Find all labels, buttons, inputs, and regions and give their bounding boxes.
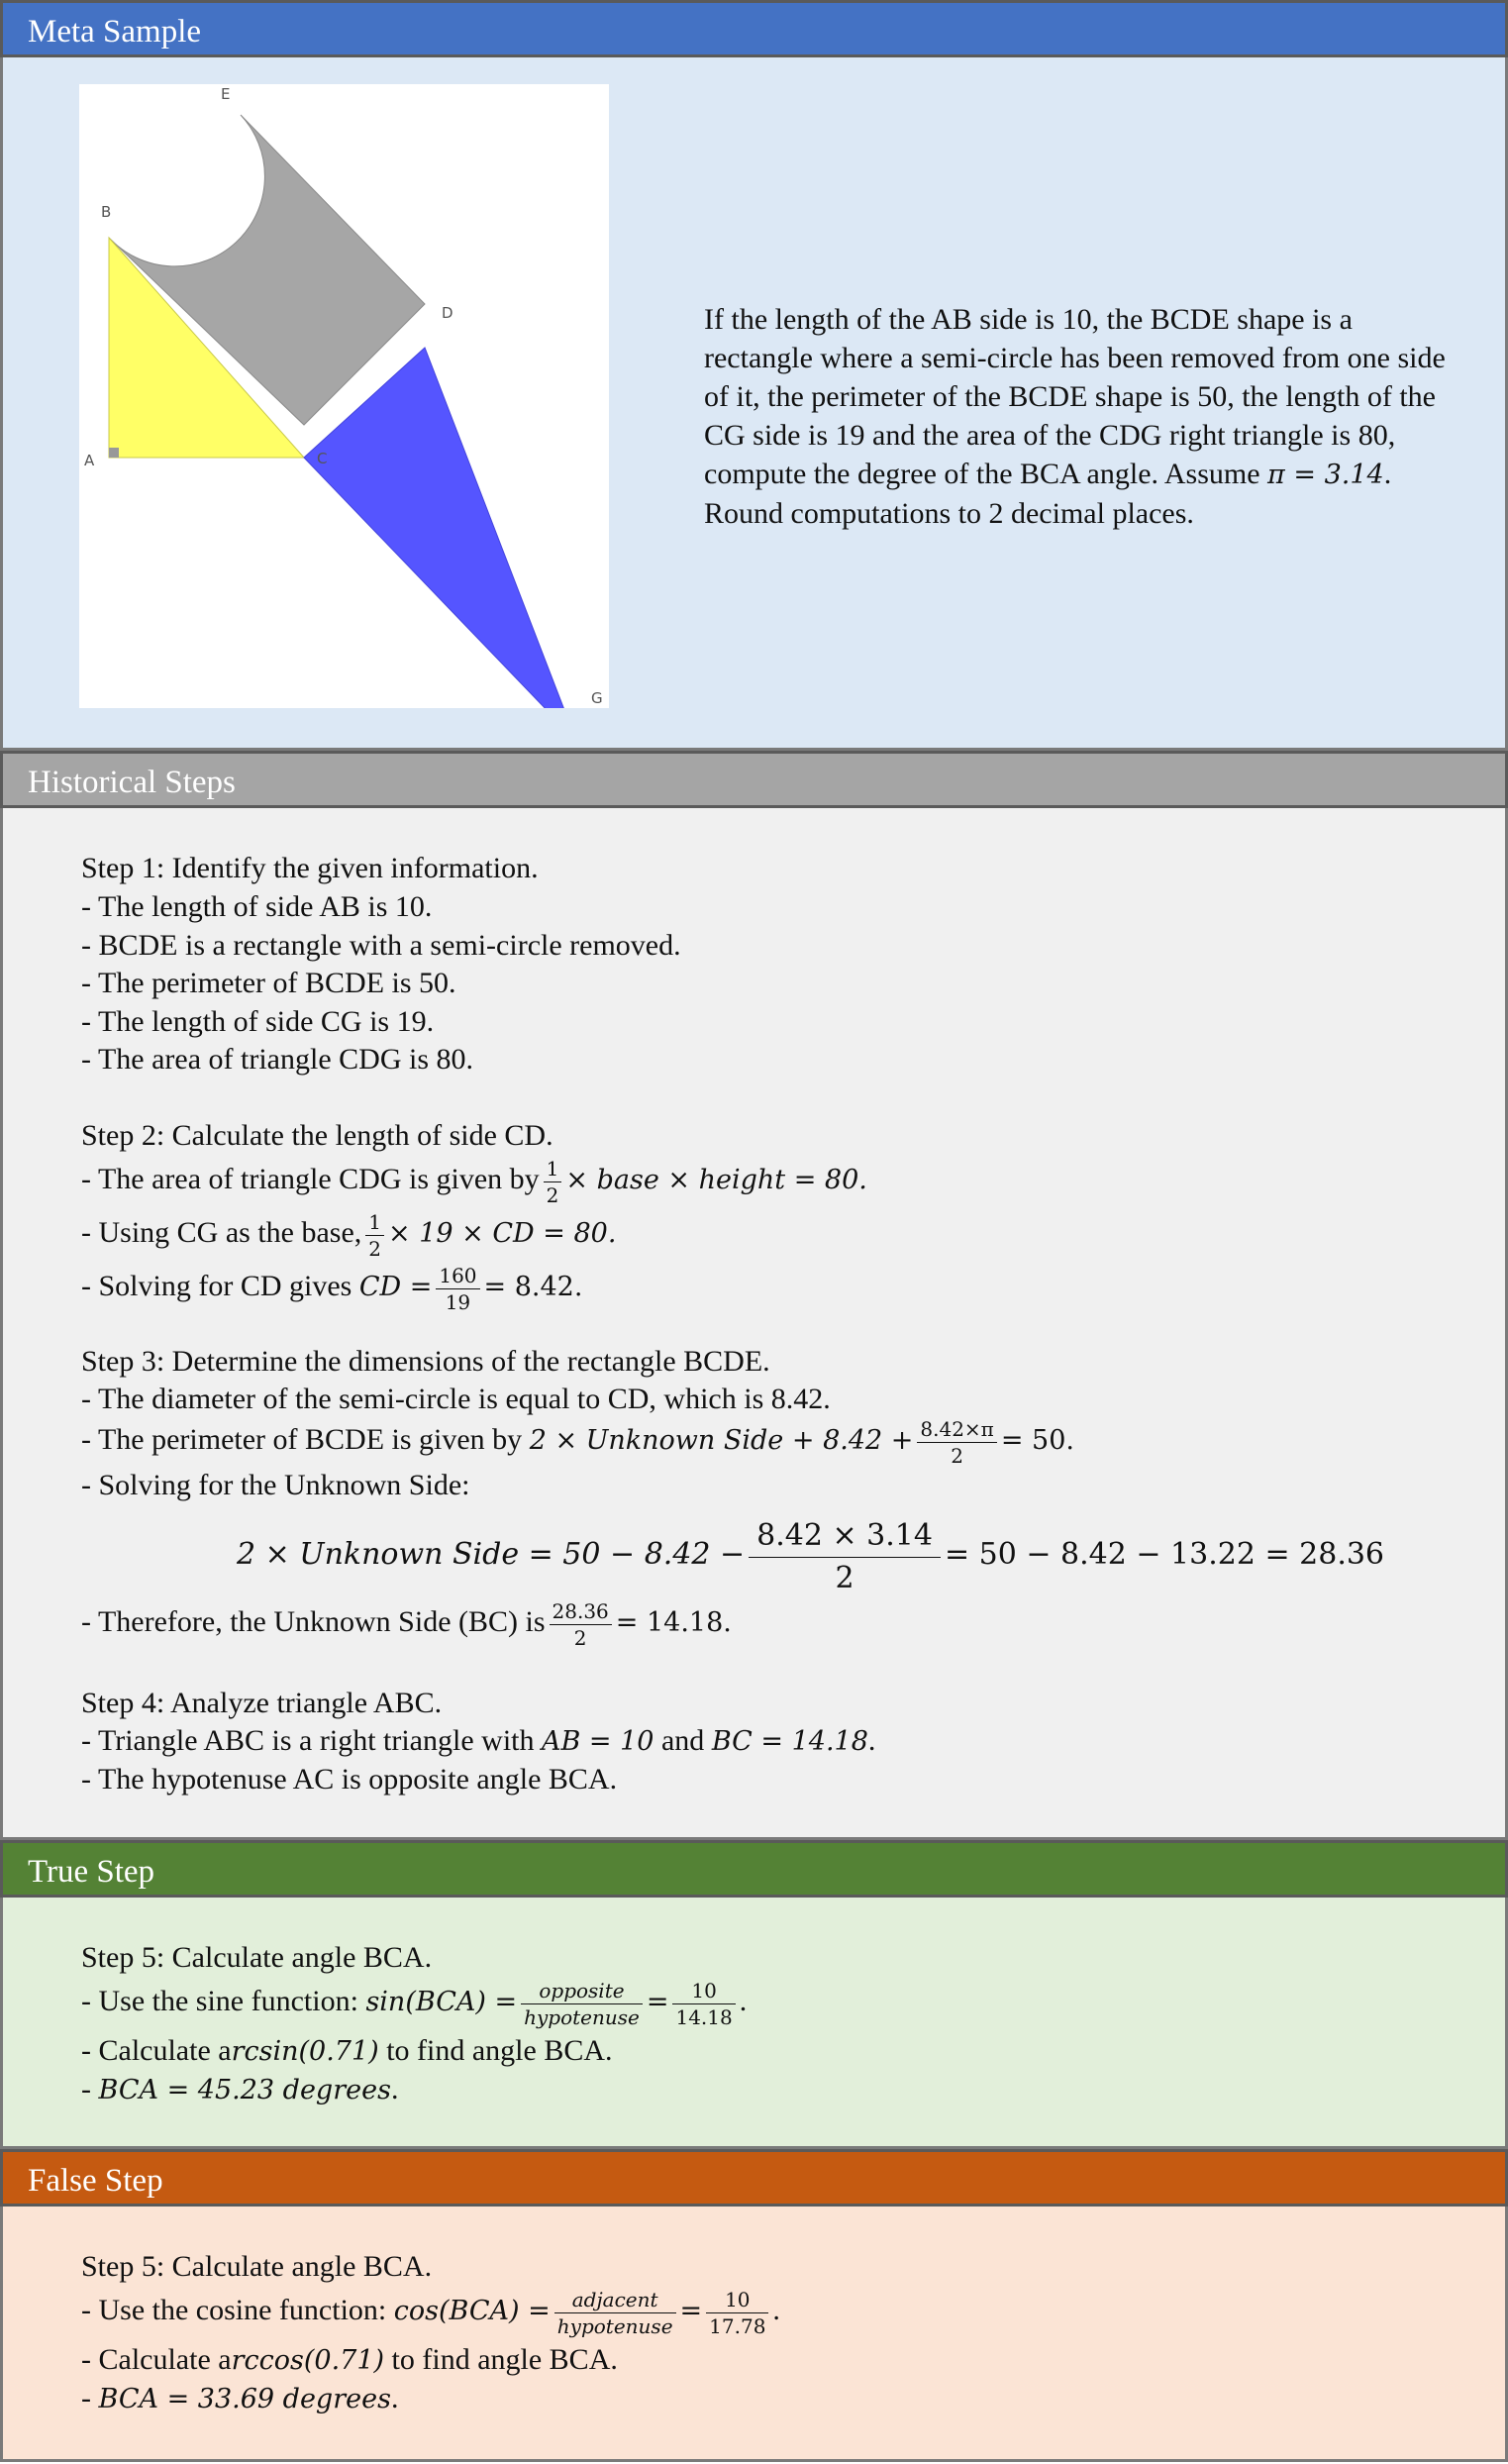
fraction-numerator: adjacent: [554, 2290, 676, 2313]
label-a: A: [84, 452, 95, 469]
geometry-figure: [79, 84, 609, 708]
fraction-denominator: 2: [546, 1182, 559, 1207]
step2-line2-text: - Using CG as the base,: [81, 1216, 362, 1249]
step1-line4: - The length of side CG is 19.: [81, 1005, 435, 1038]
true-step-line1-eq: =: [646, 1987, 669, 2017]
fraction-numerator: 8.42 × 3.14: [749, 1521, 941, 1558]
label-e: E: [221, 85, 231, 103]
false-step-line3: [81, 2380, 398, 2418]
false-step-header: False Step: [0, 2149, 1508, 2207]
equation-lhs: 2 × Unknown Side = 50 − 8.42 −: [237, 1537, 746, 1572]
step3-line1: - The diameter of the semi-circle is equal to CD, which is 8.42.: [81, 1383, 831, 1415]
true-step-line2: [81, 2032, 613, 2071]
true-step-line2-math: rcsin(0.71): [231, 2036, 379, 2067]
false-step-line2: [81, 2341, 618, 2380]
step3-line2: [81, 1413, 1074, 1468]
step2-line1: [81, 1153, 867, 1207]
step2-line3-text: - Solving for CD gives: [81, 1270, 352, 1302]
true-step-line2-text: - Calculate a: [81, 2034, 232, 2067]
fraction-denominator: hypotenuse: [524, 2004, 640, 2029]
step4-line1-end: .: [867, 1724, 876, 1757]
step4-line1-math2: BC = 14.18: [711, 1726, 868, 1757]
fraction-numerator: 160: [436, 1266, 479, 1289]
right-angle-marker-a: [109, 448, 119, 458]
fraction-denominator: 2: [573, 1625, 587, 1650]
label-g: G: [591, 689, 603, 707]
step1-line2: - BCDE is a rectangle with a semi-circle removed.: [81, 929, 681, 962]
historical-steps-header: Historical Steps: [0, 751, 1508, 808]
step2-line3-rhs: = 8.42.: [483, 1272, 583, 1302]
fraction-cosine-values: [706, 2287, 768, 2338]
true-step-panel: [0, 1898, 1508, 2149]
false-step-line1: [81, 2284, 780, 2338]
true-step-header: True Step: [0, 1840, 1508, 1898]
true-step-line1-lhs: sin(BCA) =: [365, 1987, 518, 2017]
label-b: B: [101, 203, 112, 221]
step2-title: Step 2: Calculate the length of side CD.: [81, 1119, 553, 1152]
step4-line1: [81, 1722, 875, 1761]
fraction-numerator: 1: [365, 1212, 384, 1236]
true-step-line3-math: BCA = 45.23 degrees: [98, 2075, 391, 2105]
false-step-panel: [0, 2207, 1508, 2462]
fraction-cosine-ratio: [554, 2287, 676, 2338]
true-step-line1: [81, 1975, 747, 2029]
step4-title: Step 4: Analyze triangle ABC.: [81, 1687, 443, 1719]
fraction-display: [749, 1517, 941, 1595]
false-step-line3-text: -: [81, 2382, 99, 2414]
problem-tail: . Round computations to 2 decimal places.: [704, 458, 1392, 530]
fraction-numerator: 8.42×π: [917, 1419, 996, 1443]
true-step-line2-end: to find angle BCA.: [378, 2034, 613, 2067]
false-step-line1-text: - Use the cosine function:: [81, 2294, 387, 2326]
true-step-line3-end: .: [390, 2073, 399, 2105]
fraction-denominator: 2: [951, 1443, 963, 1468]
true-step-title: Step 5: Calculate angle BCA.: [81, 1941, 433, 1974]
fraction-denominator: 17.78: [709, 2313, 766, 2338]
step4-line1-and: and: [660, 1724, 705, 1757]
fraction-numerator: 28.36: [550, 1601, 612, 1625]
step3-line2-text: - The perimeter of BCDE is given by: [81, 1423, 523, 1456]
true-step-line3: [81, 2071, 398, 2109]
meta-sample-header: Meta Sample: [0, 0, 1508, 57]
label-c: C: [317, 450, 328, 467]
step4-line1-text: - Triangle ABC is a right triangle with: [81, 1724, 535, 1757]
step2-line3: [81, 1260, 582, 1314]
step3-line4-rhs: = 14.18.: [615, 1607, 732, 1638]
fraction-numerator: 10: [672, 1981, 735, 2004]
false-step-title: Step 5: Calculate angle BCA.: [81, 2250, 433, 2283]
false-step-line1-end: .: [772, 2294, 780, 2326]
step1-line3: - The perimeter of BCDE is 50.: [81, 967, 456, 999]
step2-line2-math: × 19 × CD = 80.: [388, 1218, 617, 1249]
fraction-numerator: opposite: [521, 1981, 643, 2004]
label-d: D: [442, 304, 453, 322]
meta-sample-panel: [0, 57, 1508, 751]
false-step-line2-math: rccos(0.71): [231, 2345, 385, 2376]
fraction-numerator: 10: [706, 2290, 768, 2313]
step4-line2: - The hypotenuse AC is opposite angle BCA.: [81, 1763, 618, 1796]
false-step-line2-end: to find angle BCA.: [384, 2343, 618, 2376]
fraction-denominator: 2: [835, 1560, 855, 1595]
true-step-line3-text: -: [81, 2073, 99, 2105]
problem-statement: [704, 300, 1457, 533]
fraction-cd: [436, 1263, 479, 1314]
step1-line5: - The area of triangle CDG is 80.: [81, 1043, 473, 1076]
fraction-unknown-side: [550, 1598, 612, 1650]
fraction-half: [365, 1209, 384, 1261]
step3-line4-text: - Therefore, the Unknown Side (BC) is: [81, 1605, 546, 1638]
step1-title: Step 1: Identify the given information.: [81, 852, 539, 884]
fraction-sine-values: [672, 1978, 735, 2029]
step3-line3: - Solving for the Unknown Side:: [81, 1469, 470, 1501]
fraction-denominator: hypotenuse: [556, 2313, 673, 2338]
problem-pi: π = 3.14: [1267, 460, 1384, 490]
fraction-half: [544, 1156, 562, 1207]
step3-line4: [81, 1595, 732, 1650]
fraction-denominator: 14.18: [675, 2004, 733, 2029]
step3-line2-rhs: = 50.: [1000, 1425, 1074, 1456]
false-step-line1-eq: =: [679, 2296, 703, 2326]
step4-line1-math1: AB = 10: [542, 1726, 654, 1757]
fraction-denominator: 19: [445, 1289, 471, 1314]
problem-text: If the length of the AB side is 10, the BCDE shape is a rectangle where a semi-circle has been removed from one side of it, the perimeter of the BCDE shape is 50, the length of the CG side is 19 and the area of the CDG right triangle is 80, compute the degree of the BCA angle. Assume: [704, 303, 1446, 490]
false-step-line3-math: BCA = 33.69 degrees: [98, 2384, 391, 2414]
false-step-line3-end: .: [390, 2382, 399, 2414]
step2-line1-math: × base × height = 80.: [565, 1165, 867, 1195]
step2-line1-text: - The area of triangle CDG is given by: [81, 1163, 540, 1195]
fraction-numerator: 1: [544, 1159, 562, 1182]
false-step-line1-lhs: cos(BCA) =: [393, 2296, 551, 2326]
fraction-sine-ratio: [521, 1978, 643, 2029]
true-step-line1-end: .: [739, 1985, 748, 2017]
true-step-line1-text: - Use the sine function:: [81, 1985, 358, 2017]
historical-steps-panel: [0, 808, 1508, 1840]
step3-display-equation: [237, 1517, 1384, 1593]
step3-line2-math: 2 × Unknown Side + 8.42 +: [529, 1425, 914, 1456]
step3-title: Step 3: Determine the dimensions of the rectangle BCDE.: [81, 1345, 770, 1378]
equation-rhs: = 50 − 8.42 − 13.22 = 28.36: [944, 1537, 1385, 1572]
fraction-denominator: 2: [368, 1236, 382, 1261]
step1-line1: - The length of side AB is 10.: [81, 890, 433, 923]
step2-line3-lhs: CD =: [358, 1272, 433, 1302]
step2-line2: [81, 1206, 616, 1261]
fraction-semicircle: [917, 1416, 996, 1468]
false-step-line2-text: - Calculate a: [81, 2343, 232, 2376]
